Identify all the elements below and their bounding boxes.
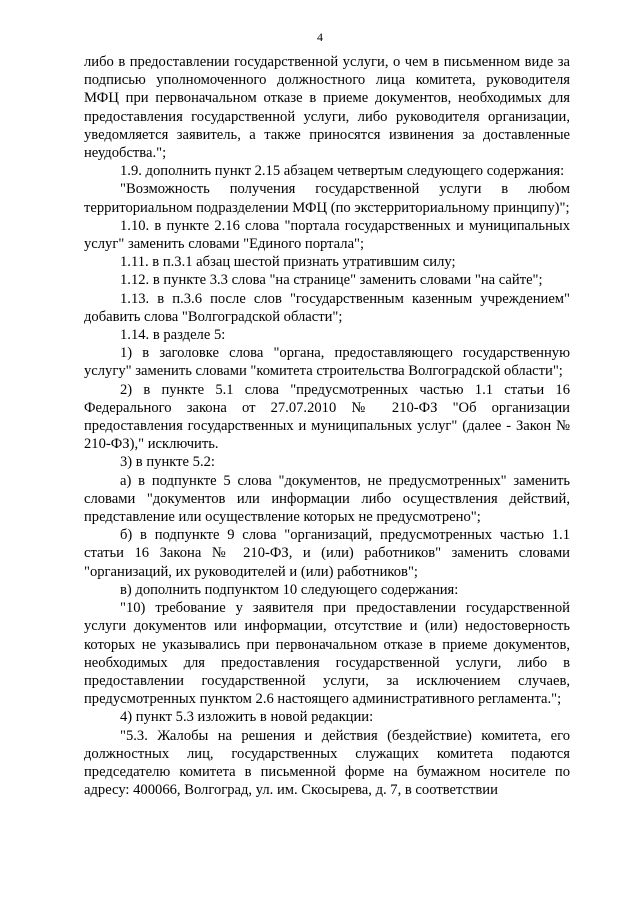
- paragraph: 1) в заголовке слова "органа, предоставляющего государственную услугу" заменить словами "комитета строительства Волгоградской области";: [84, 345, 570, 380]
- paragraph: 3) в пункте 5.2:: [120, 454, 215, 471]
- paragraph: а) в подпункте 5 слова "документов, не предусмотренных" заменить словами "документов или информации либо осуществления действий, представление или осуществление которых не предусмотрено";: [84, 472, 570, 526]
- page-number: 4: [317, 30, 323, 44]
- paragraph: 1.12. в пункте 3.3 слова "на странице" заменить словами "на сайте";: [120, 272, 543, 289]
- paragraph: в) дополнить подпунктом 10 следующего содержания:: [120, 581, 459, 598]
- paragraph: 1.13. в п.3.6 после слов "государственным казенным учреждением" добавить слова "Волгоградской области";: [84, 290, 570, 325]
- paragraph: 1.11. в п.3.1 абзац шестой признать утратившим силу;: [120, 254, 456, 271]
- paragraph: 1.10. в пункте 2.16 слова "портала государственных и муниципальных услуг" заменить словами "Единого портала";: [84, 217, 570, 253]
- paragraph: 1.14. в разделе 5:: [120, 327, 226, 344]
- paragraph: "10) требование у заявителя при предоставлении государственной услуги документов или информации, отсутствие и (или) недостоверность которых не указывались при первоначальном отказе в приеме документов, необходимых для предоставления государственной услуги, либо в предоставлении государственной услуги, за исключением случаев, предусмотренных пунктом 2.6 настоящего административного регламента.";: [84, 600, 570, 708]
- paragraph: 1.9. дополнить пункт 2.15 абзацем четвертым следующего содержания:: [120, 163, 565, 180]
- paragraph: либо в предоставлении государственной услуги, о чем в письменном виде за подписью уполномоченного должностного лица комитета, руководителя МФЦ при первоначальном отказе в приеме документов, необходимых для предоставления государственной услуги, либо руководителя организации, уведомляется заявитель, а также приносятся извинения за доставленные неудобства.";: [84, 54, 570, 162]
- paragraph: "5.3. Жалобы на решения и действия (бездействие) комитета, его должностных лиц, государственных служащих комитета подаются председателю комитета в письменной форме на бумажном носителе по адресу: 400066, Волгоград, ул. им. Скосырева, д. 7, в соответствии: [84, 727, 570, 799]
- paragraph: "Возможность получения государственной услуги в любом территориальном подразделении МФЦ (по экстерриториальному принципу)";: [84, 181, 570, 216]
- paragraph: б) в подпункте 9 слова "организаций, предусмотренных частью 1.1 статьи 16 Закона № 210-ФЗ, и (или) работников" заменить словами "организаций, их руководителей и (или) работников";: [84, 527, 570, 580]
- paragraph: 2) в пункте 5.1 слова "предусмотренных частью 1.1 статьи 16 Федерального закона от 27.07.2010 № 210-ФЗ "Об организации предоставления государственных и муниципальных услуг" (далее - Закон № 210-ФЗ)," исключить.: [84, 381, 570, 453]
- paragraph: 4) пункт 5.3 изложить в новой редакции:: [120, 709, 374, 726]
- document-body: [84, 53, 570, 799]
